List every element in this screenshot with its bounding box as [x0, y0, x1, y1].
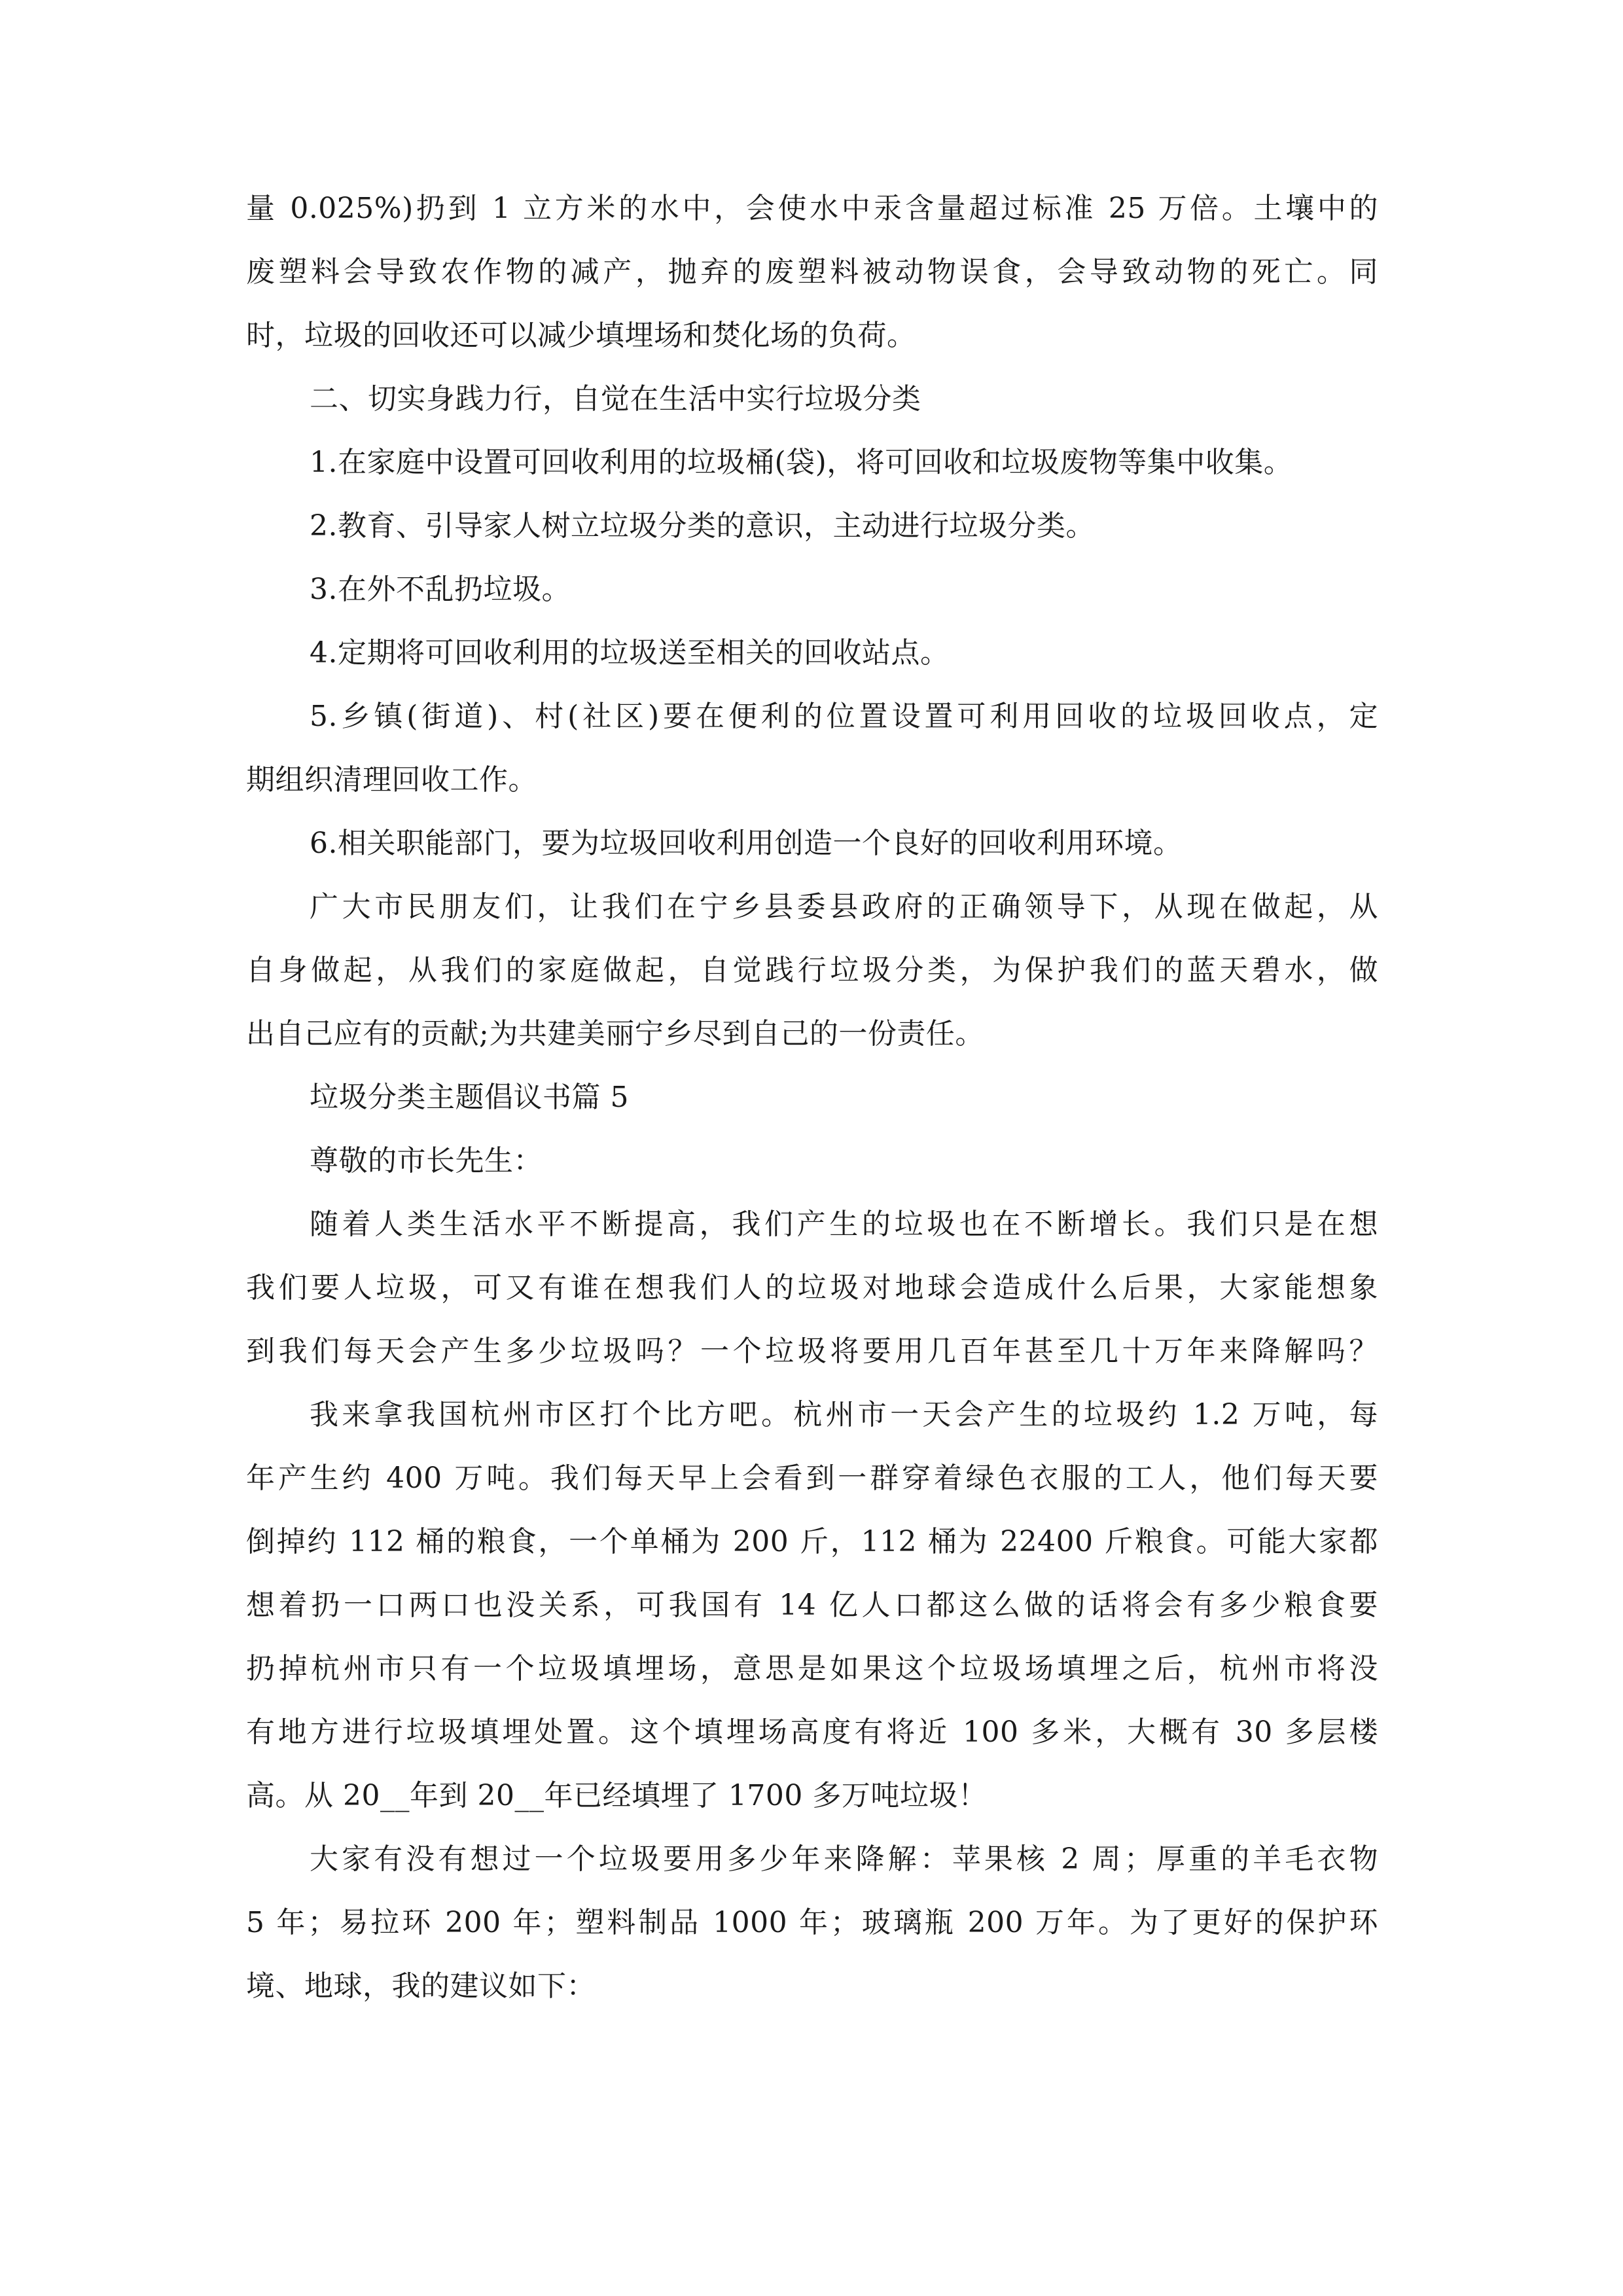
text-line: 随着人类生活水平不断提高，我们产生的垃圾也在不断增长。我们只是在想 [310, 1208, 1378, 1241]
text-line: 我们要人垃圾，可又有谁在想我们人的垃圾对地球会造成什么后果，大家能想象 [246, 1271, 1378, 1304]
document-page [246, 177, 1378, 2018]
text-line: 扔掉杭州市只有一个垃圾填埋场，意思是如果这个垃圾场填埋之后，杭州市将没 [246, 1652, 1378, 1685]
text-line: 想着扔一口两口也没关系，可我国有 14 亿人口都这么做的话将会有多少粮食要 [246, 1588, 1378, 1622]
text-line: 出自己应有的贡献;为共建美丽宁乡尽到自己的一份责任。 [246, 1017, 984, 1050]
text-line: 5 年；易拉环 200 年；塑料制品 1000 年；玻璃瓶 200 万年。为了更好的保护环 [246, 1906, 1378, 1939]
text-line: 期组织清理回收工作。 [246, 763, 537, 797]
text-line: 4.定期将可回收利用的垃圾送至相关的回收站点。 [310, 636, 950, 670]
text-line: 3.在外不乱扔垃圾。 [310, 573, 571, 606]
text-line: 二、切实身践力行，自觉在生活中实行垃圾分类 [310, 382, 921, 416]
text-line: 自身做起，从我们的家庭做起，自觉践行垃圾分类，为保护我们的蓝天碧水，做 [246, 954, 1378, 987]
text-line: 时，垃圾的回收还可以减少填埋场和焚化场的负荷。 [246, 319, 916, 352]
text-line: 量 0.025%)扔到 1 立方米的水中，会使水中汞含量超过标准 25 万倍。土壤中的 [246, 192, 1378, 225]
text-line: 年产生约 400 万吨。我们每天早上会看到一群穿着绿色衣服的工人，他们每天要 [246, 1462, 1378, 1495]
text-line: 垃圾分类主题倡议书篇 5 [310, 1081, 629, 1114]
text-line: 废塑料会导致农作物的减产，抛弃的废塑料被动物误食，会导致动物的死亡。同 [246, 255, 1378, 289]
text-line: 尊敬的市长先生： [310, 1144, 543, 1177]
text-line: 2.教育、引导家人树立垃圾分类的意识，主动进行垃圾分类。 [310, 509, 1095, 543]
text-line: 大家有没有想过一个垃圾要用多少年来降解：苹果核 2 周；厚重的羊毛衣物 [310, 1842, 1378, 1876]
text-line: 到我们每天会产生多少垃圾吗？一个垃圾将要用几百年甚至几十万年来降解吗？ [246, 1335, 1378, 1368]
text-line: 我来拿我国杭州市区打个比方吧。杭州市一天会产生的垃圾约 1.2 万吨，每 [310, 1398, 1378, 1431]
text-line: 有地方进行垃圾填埋处置。这个填埋场高度有将近 100 多米，大概有 30 多层楼 [246, 1715, 1378, 1749]
text-line: 5.乡镇(街道)、村(社区)要在便利的位置设置可利用回收的垃圾回收点，定 [310, 700, 1378, 733]
text-line: 1.在家庭中设置可回收利用的垃圾桶(袋)，将可回收和垃圾废物等集中收集。 [310, 446, 1293, 479]
text-line: 倒掉约 112 桶的粮食，一个单桶为 200 斤，112 桶为 22400 斤粮食。可能大家都 [246, 1525, 1378, 1558]
text-line: 境、地球，我的建议如下： [246, 1969, 596, 2003]
text-line: 6.相关职能部门，要为垃圾回收利用创造一个良好的回收利用环境。 [310, 827, 1183, 860]
text-line: 高。从 20__年到 20__年已经填埋了 1700 多万吨垃圾！ [246, 1779, 988, 1812]
text-line: 广大市民朋友们，让我们在宁乡县委县政府的正确领导下，从现在做起，从 [310, 890, 1378, 924]
